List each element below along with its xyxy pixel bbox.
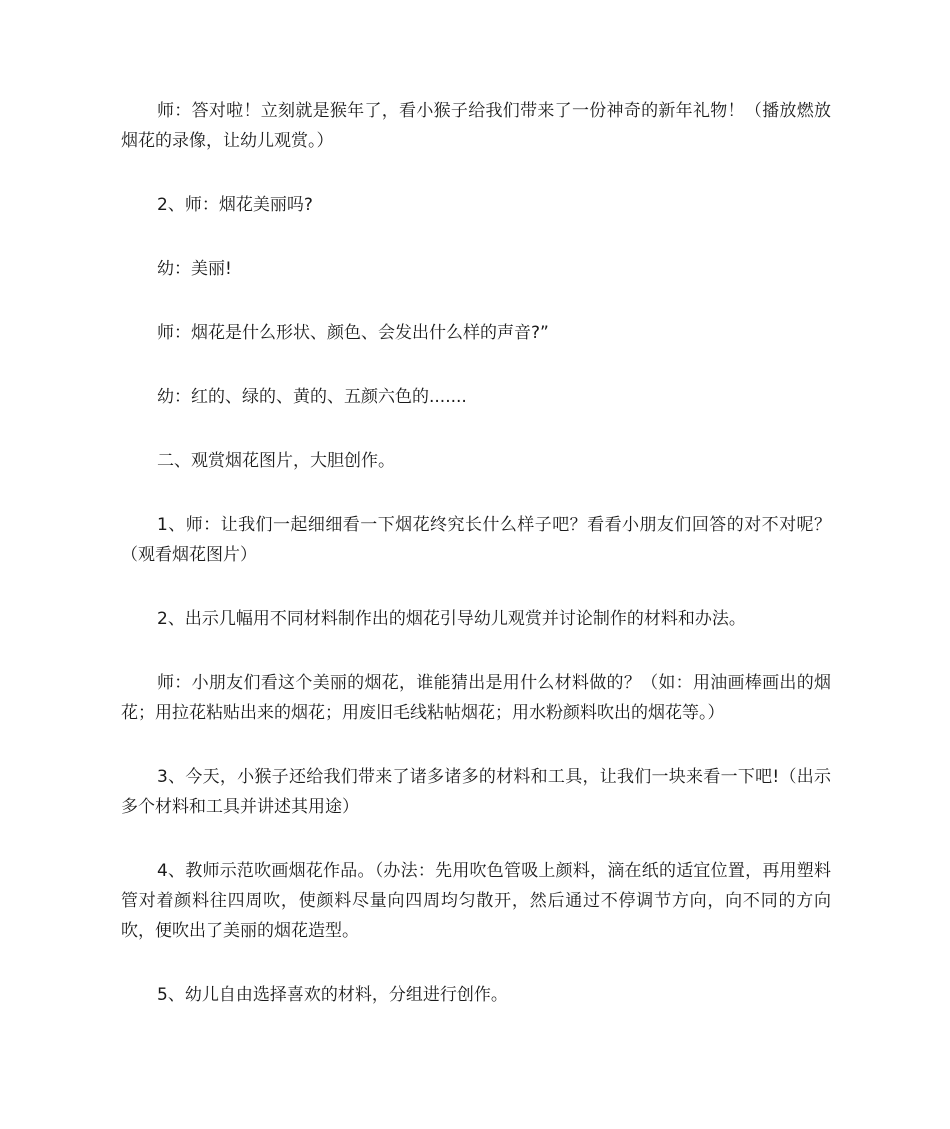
document-body xyxy=(121,96,831,1044)
paragraph-question-shape-color: 师：烟花是什么形状、颜色、会发出什么样的声音?” xyxy=(157,323,549,343)
paragraph-step-1: 1、师：让我们一起细细看一下烟花终究长什么样子吧？看看小朋友们回答的对不对呢？（观看烟花图片） xyxy=(121,515,831,565)
paragraph-child-answer-colors: 幼：红的、绿的、黄的、五颜六色的....... xyxy=(157,387,467,407)
paragraph-step-2: 2、出示几幅用不同材料制作出的烟花引导幼儿观赏并讨论制作的材料和办法。 xyxy=(157,609,746,629)
paragraph-child-answer-beautiful: 幼：美丽! xyxy=(157,259,232,279)
paragraph-teacher-materials-question: 师：小朋友们看这个美丽的烟花，谁能猜出是用什么材料做的？（如：用油画棒画出的烟花；用拉花粘贴出来的烟花；用废旧毛线粘帖烟花；用水粉颜料吹出的烟花等。） xyxy=(121,673,831,723)
paragraph-question-beautiful: 2、师：烟花美丽吗? xyxy=(157,195,313,215)
paragraph-step-3: 3、今天，小猴子还给我们带来了诸多诸多的材料和工具，让我们一块来看一下吧!（出示多个材料和工具并讲述其用途） xyxy=(121,767,831,817)
paragraph-step-5: 5、幼儿自由选择喜欢的材料，分组进行创作。 xyxy=(157,985,508,1005)
section-heading-view-pictures: 二、观赏烟花图片，大胆创作。 xyxy=(157,451,395,471)
paragraph-teacher-intro: 师：答对啦！立刻就是猴年了，看小猴子给我们带来了一份神奇的新年礼物！（播放燃放烟花的录像，让幼儿观赏。） xyxy=(121,101,831,151)
paragraph-step-4: 4、教师示范吹画烟花作品。（办法：先用吹色管吸上颜料，滴在纸的适宜位置，再用塑料管对着颜料往四周吹，使颜料尽量向四周均匀散开，然后通过不停调节方向，向不同的方向吹，便吹出了美丽的烟花造型。 xyxy=(121,861,831,941)
